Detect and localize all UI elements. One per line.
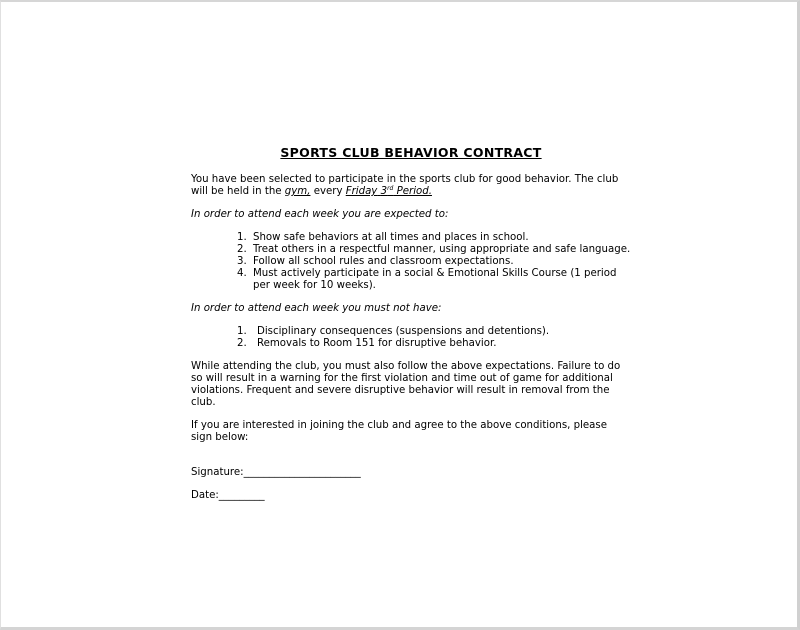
list-number: 1.	[237, 232, 247, 243]
intro-text-mid: every	[310, 186, 346, 197]
list-text: Treat others in a respectful manner, using appropriate and safe language.	[253, 244, 631, 255]
list-item	[191, 326, 631, 338]
list-number: 4.	[237, 268, 247, 279]
location: gym,	[284, 186, 311, 197]
intro-text: You have been selected to participate in the sports club for good behavior. The club will be held in the	[191, 174, 619, 197]
list-number: 2.	[237, 338, 247, 349]
must-not-list	[191, 326, 631, 350]
document-title: SPORTS CLUB BEHAVIOR CONTRACT	[280, 145, 542, 160]
expected-heading: In order to attend each week you are expected to:	[191, 209, 449, 220]
expected-list	[191, 232, 631, 292]
intro-paragraph	[191, 174, 631, 198]
signature-line[interactable]: Signature:_______________________	[191, 467, 361, 478]
list-text: Show safe behaviors at all times and places in school.	[253, 232, 529, 243]
must-not-heading: In order to attend each week you must not have:	[191, 303, 442, 314]
conduct-paragraph: While attending the club, you must also follow the above expectations. Failure to do so will result in a warning for the first violation and time out of game for additional violations. Frequent and severe disruptive behavior will result in removal from the club.	[191, 361, 621, 408]
list-number: 2.	[237, 244, 247, 255]
list-number: 1.	[237, 326, 247, 337]
list-item	[191, 232, 631, 244]
list-item	[191, 268, 631, 292]
document-body	[191, 147, 631, 502]
list-item	[191, 256, 631, 268]
period-number: 3	[380, 186, 388, 197]
day: Friday	[345, 186, 378, 197]
period	[377, 186, 432, 197]
list-number: 3.	[237, 256, 247, 267]
agree-paragraph: If you are interested in joining the club and agree to the above conditions, please sign below:	[191, 420, 607, 443]
list-text: Follow all school rules and classroom expectations.	[253, 256, 514, 267]
list-item	[191, 338, 631, 350]
list-item	[191, 244, 631, 256]
list-text: Disciplinary consequences (suspensions and detentions).	[257, 326, 550, 337]
list-text: Removals to Room 151 for disruptive behavior.	[257, 338, 497, 349]
list-text: Must actively participate in a social & Emotional Skills Course (1 period per week for 10 weeks).	[253, 268, 617, 291]
period-suffix: rd	[387, 185, 394, 192]
date-line[interactable]: Date:_________	[191, 490, 265, 501]
period-label: Period.	[393, 186, 432, 197]
